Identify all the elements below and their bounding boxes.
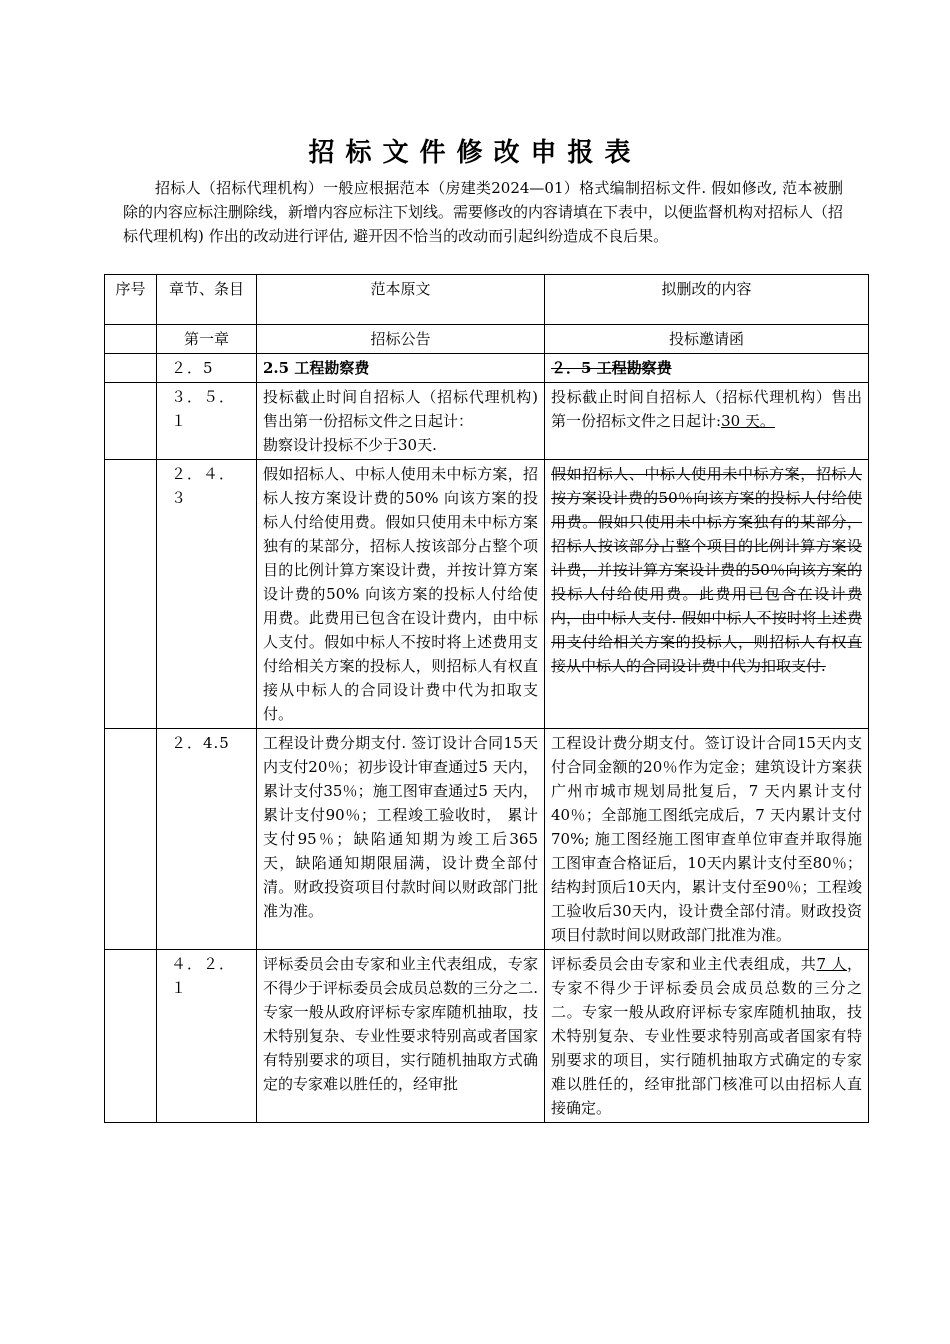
- chapter-original: 招标公告: [257, 325, 545, 354]
- chapter-seq-cell: [105, 325, 157, 354]
- row-revised-text: ，专家不得少于评标委员会成员总数的三分之二。专家一般从政府评标专家库随机抽取，技术特别复杂、专业性要求特别高或者国家有特别要求的项目，实行随机抽取方式确定的专家难以胜任的，经审批部门核准可以由招标人直接确定。: [551, 955, 862, 1117]
- row-revised-deleted: ２．5 工程勘察费: [545, 354, 869, 383]
- row-original-text: 投标截止时间自招标人（招标代理机构) 售出第一份招标文件之日起计：: [263, 388, 538, 430]
- row-revised-text: 评标委员会由专家和业主代表组成，共: [551, 955, 817, 973]
- intro-paragraph: 招标人（招标代理机构）一般应根据范本（房建类2024—01）格式编制招标文件. 假如修改, 范本被删除的内容应标注删除线，新增内容应标注下划线。需要修改的内容请填在下表中，以便监督机构对招标人（招标代理机构) 作出的改动进行评估, 避开因不恰当的改动而引起纠纷造成不良后果。: [123, 179, 844, 245]
- table-row: [105, 729, 869, 950]
- header-section: 章节、条目: [157, 275, 257, 325]
- row-revised-deleted: [545, 460, 869, 729]
- row-original: 2.5 工程勘察费: [257, 354, 545, 383]
- row-revised-deleted-part: 并按计算方案设计费的50％向该方案的投标人付给使用费。此费用已包含在设计费内，由中标人支付. 假如中标人不按时将上述费用支付给相关方案的投标人，则招标人有权直接从中标人的合同设计费中代为扣取支付.: [551, 561, 862, 675]
- row-section: ２．４．３: [157, 460, 257, 729]
- header-original: 范本原文: [257, 275, 545, 325]
- table-row: [105, 354, 869, 383]
- row-original: 假如招标人、中标人使用未中标方案，招标人按方案设计费的50% 向该方案的投标人付给使用费。假如只使用未中标方案独有的某部分，招标人按该部分占整个项目的比例计算方案设计费，并按计算方案设计费的50% 向该方案的投标人付给使用费。此费用已包含在设计费内，由中标人支付。假如中标人不按时将上述费用支付给相关方案的投标人，则招标人有权直接从中标人的合同设计费中代为扣取支付。: [257, 460, 545, 729]
- row-revised-text: 投标截止时间自招标人（招标代理机构）售出第一份招标文件之日起计:: [551, 388, 862, 430]
- row-revised: 工程设计费分期支付。签订设计合同15天内支付合同金额的20％作为定金；建筑设计方案获广州市城市规划局批复后，7 天内累计支付40％；全部施工图纸完成后，7 天内累计支付70%; 施工图经施工图审查单位审查并取得施工图审查合格证后，10天内累计支付至80％；结构封顶后10天内，累计支付至90％；工程竣工验收后30天内，设计费全部付清。财政投资项目付款时间以财政部门批准为准。: [545, 729, 869, 950]
- document-title: 招标文件修改申报表: [308, 138, 642, 168]
- chapter-row: [105, 325, 869, 354]
- row-revised: [545, 950, 869, 1123]
- header-revised: 拟删改的内容: [545, 275, 869, 325]
- row-section: ２．4.5: [157, 729, 257, 950]
- row-seq-cell: [105, 460, 157, 729]
- chapter-section: 第一章: [157, 325, 257, 354]
- row-original: 评标委员会由专家和业主代表组成，专家不得少于评标委员会成员总数的三分之二. 专家一般从政府评标专家库随机抽取，技术特别复杂、专业性要求特别高或者国家有特别要求的项目，实行随机抽取方式确定的专家难以胜任的，经审批: [257, 950, 545, 1123]
- row-original: [257, 383, 545, 460]
- row-section: ２．5: [157, 354, 257, 383]
- row-revised-inserted: 7 人: [816, 955, 847, 973]
- row-section: ４．２．１: [157, 950, 257, 1123]
- row-revised-inserted: 30 天。: [721, 412, 775, 430]
- header-seq: 序号: [105, 275, 157, 325]
- table-header-row: [105, 275, 869, 325]
- row-seq-cell: [105, 354, 157, 383]
- chapter-revised: 投标邀请函: [545, 325, 869, 354]
- table-row: [105, 383, 869, 460]
- table-row: [105, 460, 869, 729]
- row-revised-deleted-part: 假如招标人、中标人使用未中标方案，招标人按方案设计费的50％向该方案的投标人付给使用费。假如只使用未中标方案独有的某部分，招标人按该部分占整个项目的比例计算方案设计费，: [551, 465, 862, 579]
- row-revised: [545, 383, 869, 460]
- row-seq-cell: [105, 729, 157, 950]
- row-original: 工程设计费分期支付. 签订设计合同15天内支付20％；初步设计审查通过5 天内，累计支付35％；施工图审查通过5 天内，累计支付90％；工程竣工验收时， 累计支付95％；缺陷通知期为竣工后365 天，缺陷通知期限届满，设计费全部付清。财政投资项目付款时间以财政部门批准为准。: [257, 729, 545, 950]
- table-row: [105, 950, 869, 1123]
- row-seq-cell: [105, 950, 157, 1123]
- row-section: ３．５．１: [157, 383, 257, 460]
- revision-table: [104, 274, 869, 1123]
- row-original-text: 勘察设计投标不少于30天.: [263, 436, 437, 454]
- row-seq-cell: [105, 383, 157, 460]
